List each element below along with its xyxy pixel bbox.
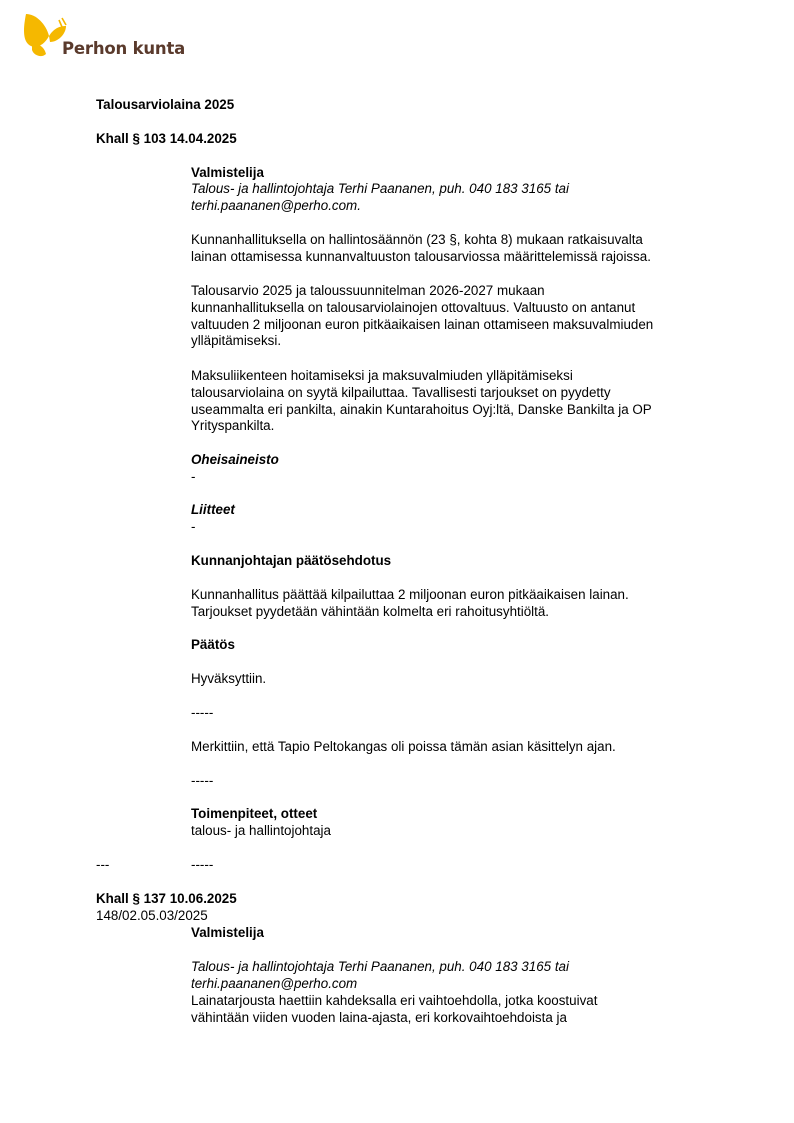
appendices-heading: Liitteet [191, 502, 235, 517]
preparer-heading: Valmistelija [191, 925, 264, 940]
logo-text: Perhon kunta [62, 39, 186, 58]
paragraph-line: Yrityspankilta. [191, 418, 275, 434]
supporting-material-value: - [191, 469, 196, 484]
supporting-material-heading: Oheisaineisto [191, 452, 279, 467]
document-title: Talousarviolaina 2025 [96, 97, 235, 112]
paragraph-line: Maksuliikenteen hoitamiseksi ja maksuvalmiuden ylläpitämiseksi [191, 368, 573, 383]
separator: ----- [191, 773, 214, 788]
actions-heading: Toimenpiteet, otteet [191, 806, 318, 821]
proposal-text [191, 587, 711, 621]
paragraph-line: useammalta eri pankilta, ainakin Kuntarahoitus Oyj:ltä, Danske Bankilta ja OP [191, 401, 652, 417]
paragraph-line: talousarviolaina on syytä kilpailuttaa. Tavallisesti tarjoukset on pyydetty [191, 384, 611, 400]
meeting-reference: Khall § 103 14.04.2025 [96, 131, 237, 146]
separator: ----- [191, 705, 214, 720]
meeting-reference: Khall § 137 10.06.2025 [96, 891, 237, 906]
preparer-line: Talous- ja hallintojohtaja Terhi Paananen, puh. 040 183 3165 tai [191, 181, 569, 196]
note-text: Merkittiin, että Tapio Peltokangas oli poissa tämän asian käsittelyn ajan. [191, 739, 616, 754]
paragraph-line: vähintään viiden vuoden laina-ajasta, eri korkovaihtoehdoista ja [191, 1009, 567, 1025]
paragraph-line: ylläpitämiseksi. [191, 333, 282, 349]
proposal-heading: Kunnanjohtajan päätösehdotus [191, 553, 392, 568]
section-end-marker: ----- [191, 857, 214, 872]
record-number: 148/02.05.03/2025 [96, 908, 208, 923]
proposal-line: Kunnanhallitus päättää kilpailuttaa 2 miljoonan euron pitkäaikaisen lainan. [191, 587, 629, 602]
preparer-line: terhi.paananen@perho.com. [191, 197, 361, 213]
paragraph [191, 368, 711, 435]
paragraph-line: lainan ottamisessa kunnanvaltuuston talousarviossa määrittelemissä rajoissa. [191, 248, 651, 264]
actions-text: talous- ja hallintojohtaja [191, 823, 331, 838]
preparer-info [191, 959, 711, 993]
paragraph-line: Kunnanhallituksella on hallintosäännön (23 §, kohta 8) mukaan ratkaisuvalta [191, 232, 643, 247]
paragraph-line: valtuuden 2 miljoonan euron pitkäaikaisen lainan ottamiseen maksuvalmiuden [191, 316, 654, 332]
paragraph [191, 993, 711, 1027]
preparer-info [191, 181, 711, 215]
municipality-logo [22, 12, 192, 62]
paragraph [191, 232, 711, 266]
preparer-line: Talous- ja hallintojohtaja Terhi Paananen, puh. 040 183 3165 tai [191, 959, 569, 974]
section-end-marker: --- [96, 857, 110, 872]
preparer-heading: Valmistelija [191, 165, 264, 180]
preparer-line: terhi.paananen@perho.com [191, 975, 358, 991]
decision-text: Hyväksyttiin. [191, 671, 267, 686]
paragraph [191, 283, 711, 350]
paragraph-line: Talousarvio 2025 ja taloussuunnitelman 2026-2027 mukaan [191, 283, 545, 298]
paragraph-line: kunnanhallituksella on talousarviolainojen ottovaltuus. Valtuusto on antanut [191, 299, 636, 315]
appendices-value: - [191, 519, 196, 534]
decision-heading: Päätös [191, 637, 235, 652]
paragraph-line: Lainatarjousta haettiin kahdeksalla eri vaihtoehdolla, jotka koostuivat [191, 993, 598, 1008]
proposal-line: Tarjoukset pyydetään vähintään kolmelta eri rahoitusyhtiöltä. [191, 603, 550, 619]
